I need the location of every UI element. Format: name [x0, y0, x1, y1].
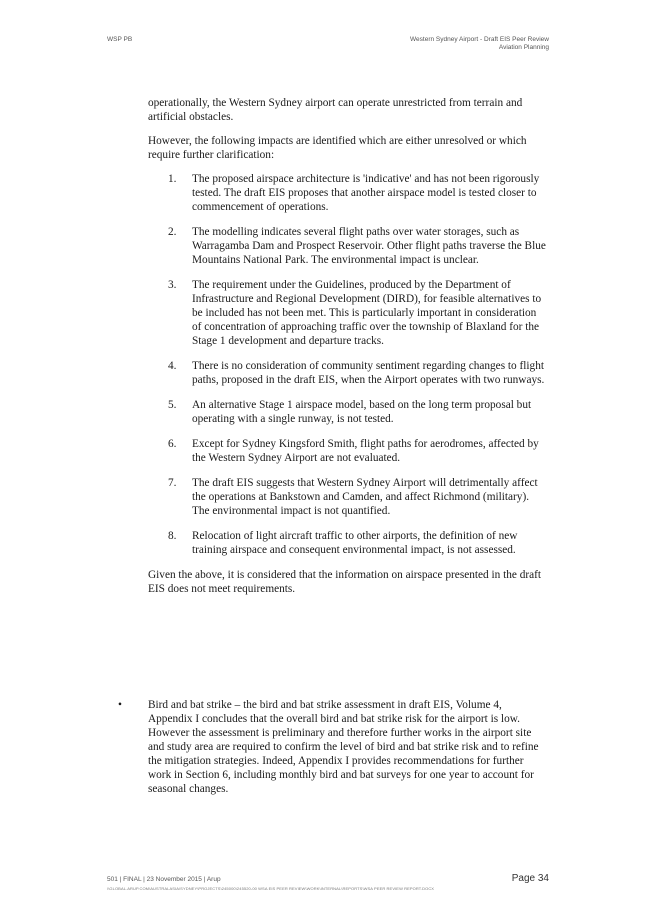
footer-document-info: 501 | FINAL | 23 November 2015 | Arup: [107, 876, 221, 883]
header-document-title: Western Sydney Airport - Draft EIS Peer Review: [410, 36, 549, 43]
list-item: [148, 437, 548, 465]
list-item-text: The proposed airspace architecture is 'indicative' and has not been rigorously tested. The draft EIS proposes that another airspace model is tested closer to commencement of operations.: [192, 173, 540, 213]
list-item: [148, 529, 548, 557]
header-left-company: WSP PB: [107, 36, 133, 43]
list-item-number: 6.: [168, 438, 177, 450]
list-item-number: 2.: [168, 226, 177, 238]
list-item-text: The requirement under the Guidelines, produced by the Department of Infrastructure and Regional Development (DIRD), for feasible alternatives to be included has not been met. This is particularly important in consideration of concentration of approaching traffic over the township of Blaxland for the Stage 1 development and departure tracks.: [192, 279, 542, 347]
lead-in-paragraph: However, the following impacts are identified which are either unresolved or which require further clarification:: [148, 135, 527, 161]
list-item-text: The modelling indicates several flight paths over water storages, such as Warragamba Dam and Prospect Reservoir. Other flight paths traverse the Blue Mountains National Park. The environmental impact is unclear.: [192, 226, 546, 266]
list-item-number: 5.: [168, 399, 177, 411]
list-item: [148, 172, 548, 214]
list-item: [148, 359, 548, 387]
list-item-number: 1.: [168, 173, 177, 185]
list-item: [148, 398, 548, 426]
list-item-text: Except for Sydney Kingsford Smith, flight paths for aerodromes, affected by the Western Sydney Airport are not evaluated.: [192, 438, 539, 464]
bullet-icon: •: [118, 699, 122, 711]
header-right: [410, 36, 549, 52]
list-item: [148, 476, 548, 518]
bullet-text: Bird and bat strike – the bird and bat strike assessment in draft EIS, Volume 4, Appendix I concludes that the overall bird and bat strike risk for the airport is low. However the assessment is preliminary and therefore further works in the airport site and study area are required to confirm the level of bird and bat strike risk and to refine the mitigation strategies. Indeed, Appendix I provides recommendations for further work in Section 6, including monthly bird and bat surveys for one year to account for seasonal changes.: [148, 699, 539, 795]
list-item-number: 7.: [168, 477, 177, 489]
intro-paragraph: operationally, the Western Sydney airport can operate unrestricted from terrain and artificial obstacles.: [148, 97, 523, 123]
list-item-text: Relocation of light aircraft traffic to other airports, the definition of new training airspace and consequent environmental impact, is not assessed.: [192, 530, 518, 556]
list-item-text: There is no consideration of community sentiment regarding changes to flight paths, proposed in the draft EIS, when the Airport operates with two runways.: [192, 360, 545, 386]
list-item-number: 8.: [168, 530, 177, 542]
page-number: Page 34: [511, 873, 549, 884]
list-item-number: 4.: [168, 360, 177, 372]
list-item: [148, 278, 548, 348]
list-item-text: An alternative Stage 1 airspace model, based on the long term proposal but operating with a single runway, is not tested.: [192, 399, 532, 425]
list-item-text: The draft EIS suggests that Western Sydney Airport will detrimentally affect the operations at Bankstown and Camden, and affect Richmond (military). The environmental impact is not quantified.: [192, 477, 538, 517]
list-item-number: 3.: [168, 279, 177, 291]
footer-file-path: \\GLOBAL.ARUP.COM\AUSTRALASIA\SYDNEY\PROJECTS\245000\245520-00 WSA EIS PEER REVIEW\WORK\INTERNAL\REPORTS\WSA PEER REVIEW REPORT.DOCX: [107, 886, 435, 891]
bird-strike-bullet: [118, 698, 548, 796]
main-content: [148, 96, 548, 606]
conclusion-paragraph: Given the above, it is considered that the information on airspace presented in the draft EIS does not meet requirements.: [148, 569, 542, 595]
impact-list: [148, 172, 548, 557]
header-section-title: Aviation Planning: [498, 44, 549, 51]
list-item: [148, 225, 548, 267]
